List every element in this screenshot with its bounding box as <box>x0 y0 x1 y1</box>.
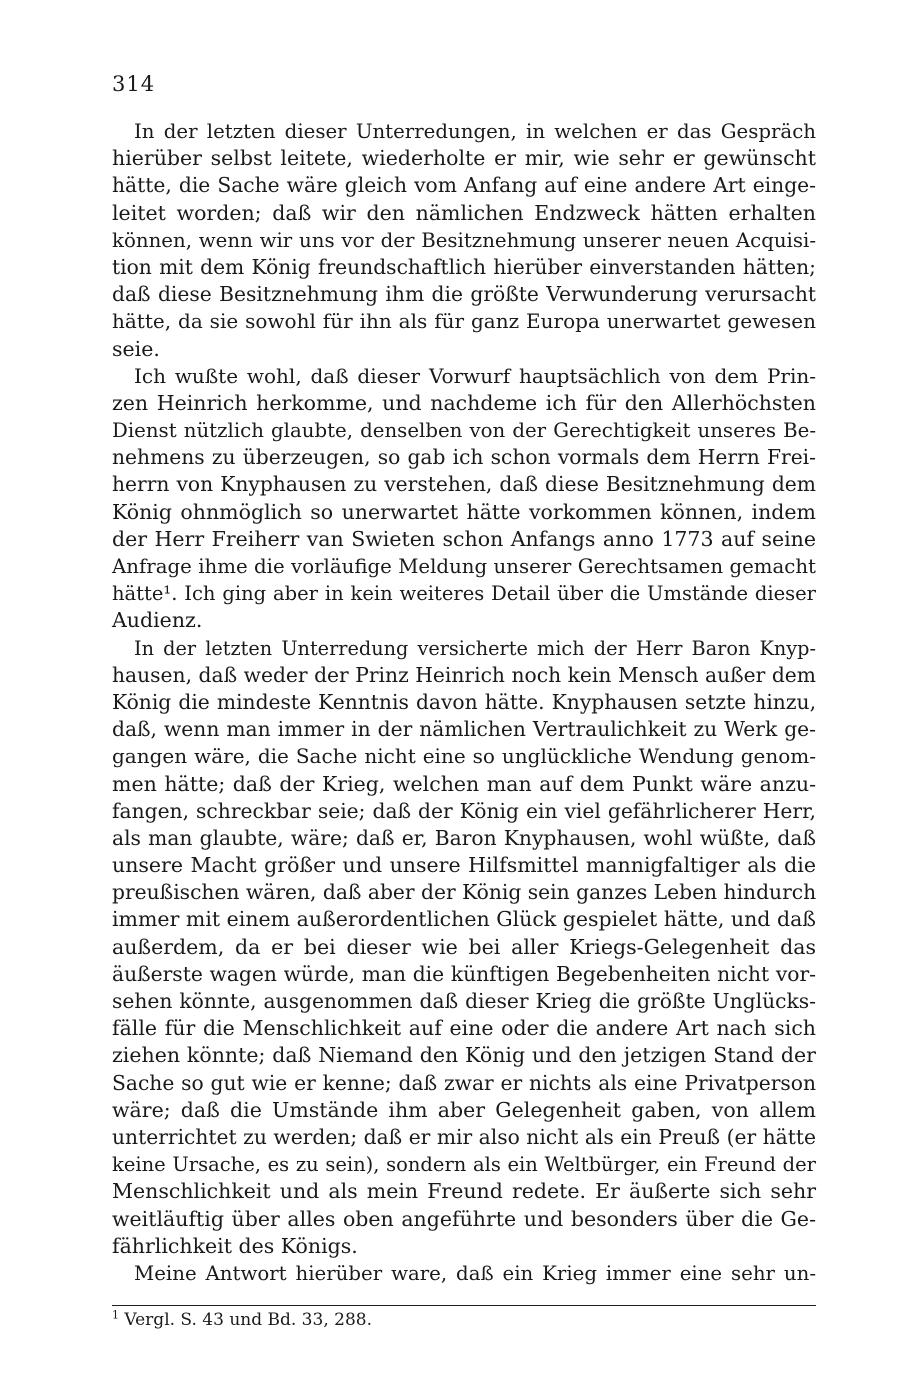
text-line: als man glaubte, wäre; daß er, Baron Knyphausen, wohl wüßte, daß <box>112 825 816 850</box>
text-line: König ohnmöglich so unerwartet hätte vorkommen können, indem <box>112 499 816 524</box>
text-line: Ich wußte wohl, daß dieser Vorwurf hauptsächlich von dem Prin- <box>134 363 816 388</box>
page-number: 314 <box>112 72 156 96</box>
text-line: fangen, schreckbar seie; daß der König ein viel gefährlicherer Herr, <box>112 798 816 823</box>
text-line: unsere Macht größer und unsere Hilfsmittel mannigfaltiger als die <box>112 853 816 878</box>
text-line: In der letzten Unterredung versicherte mich der Herr Baron Knyp- <box>134 636 816 660</box>
text-line: keine Ursache, es zu sein), sondern als ein Weltbürger, ein Freund der <box>112 1153 816 1177</box>
text-line: fälle für die Menschlichkeit auf eine oder die andere Art nach sich <box>112 1016 816 1041</box>
body-text <box>112 118 816 1287</box>
text-line: sehen könnte, ausgenommen daß dieser Krieg die größte Unglücks- <box>112 989 816 1013</box>
text-line: immer mit einem außerordentlichen Glück gespielet hätte, und daß <box>112 907 816 932</box>
text-line: zen Heinrich herkomme, und nachdeme ich für den Allerhöchsten <box>112 390 816 415</box>
text-line: men hätte; daß der Krieg, welchen man auf dem Punkt wäre anzu- <box>112 771 816 796</box>
text-line: König die mindeste Kenntnis davon hätte. Knyphausen setzte hinzu, <box>112 689 816 714</box>
footnote <box>112 1309 372 1331</box>
text-line: In der letzten dieser Unterredungen, in welchen er das Gespräch <box>134 120 816 143</box>
text-line: hätte, da sie sowohl für ihn als für ganz Europa unerwartet gewesen <box>112 309 816 334</box>
text-line: fährlichkeit des Königs. <box>112 1233 358 1258</box>
text-line: Audienz. <box>112 608 203 633</box>
text-line: leitet worden; daß wir den nämlichen Endzweck hätten erhalten <box>112 200 816 225</box>
text-line: nehmens zu überzeugen, so gab ich schon vormals dem Herrn Frei- <box>112 445 816 470</box>
text-line: ziehen könnte; daß Niemand den König und den jetzigen Stand der <box>112 1043 816 1068</box>
text-line: seie. <box>112 336 160 361</box>
text-line: tion mit dem König freundschaftlich hierüber einverstanden hätten; <box>112 254 816 279</box>
text-line: Meine Antwort hierüber ware, daß ein Krieg immer eine sehr un- <box>134 1261 816 1285</box>
text-line: außerdem, da er bei dieser wie bei aller Kriegs-Gelegenheit das <box>112 934 816 959</box>
footnote-text: Vergl. S. 43 und Bd. 33, 288. <box>124 1310 372 1330</box>
text-line: Sache so gut wie er kenne; daß zwar er nichts als eine Privatperson <box>112 1070 816 1095</box>
text-line: Dienst nützlich glaubte, denselben von der Gerechtigkeit unseres Be- <box>112 419 816 443</box>
text-line: preußischen wären, daß aber der König sein ganzes Leben hindurch <box>112 880 817 905</box>
text-line: hierüber selbst leitete, wiederholte er mir, wie sehr er gewünscht <box>112 146 816 171</box>
footnote-marker: 1 <box>112 1308 119 1322</box>
text-line: äußerste wagen würde, man die künftigen Begebenheiten nicht vor- <box>112 961 816 986</box>
text-line: weitläuftig über alles oben angeführte und besonders über die Ge- <box>112 1206 816 1231</box>
text-line: herrn von Knyphausen zu verstehen, daß diese Besitznehmung dem <box>112 472 816 497</box>
text-line: hätte¹. Ich ging aber in kein weiteres Detail über die Umstände dieser <box>112 582 816 606</box>
text-line: wäre; daß die Umstände ihm aber Gelegenheit gaben, von allem <box>112 1097 816 1122</box>
text-line: Menschlichkeit und als mein Freund redete. Er äußerte sich sehr <box>112 1179 816 1204</box>
text-line: können, wenn wir uns vor der Besitznehmung unserer neuen Acquisi- <box>112 228 816 252</box>
footnote-divider <box>112 1305 816 1306</box>
text-line: daß, wenn man immer in der nämlichen Vertraulichkeit zu Werk ge- <box>112 717 816 742</box>
text-line: gangen wäre, die Sache nicht eine so unglückliche Wendung genom- <box>112 744 816 769</box>
text-line: der Herr Freiherr van Swieten schon Anfangs anno 1773 auf seine <box>112 526 816 551</box>
text-line: Anfrage ihme die vorläufige Meldung unserer Gerechtsamen gemacht <box>112 555 816 578</box>
text-line: unterrichtet zu werden; daß er mir also nicht als ein Preuß (er hätte <box>112 1124 816 1149</box>
text-line: hätte, die Sache wäre gleich vom Anfang auf eine andere Art einge- <box>112 173 816 198</box>
text-line: hausen, daß weder der Prinz Heinrich noch kein Mensch außer dem <box>112 662 816 687</box>
text-line: daß diese Besitznehmung ihm die größte Verwunderung verursacht <box>112 282 816 307</box>
